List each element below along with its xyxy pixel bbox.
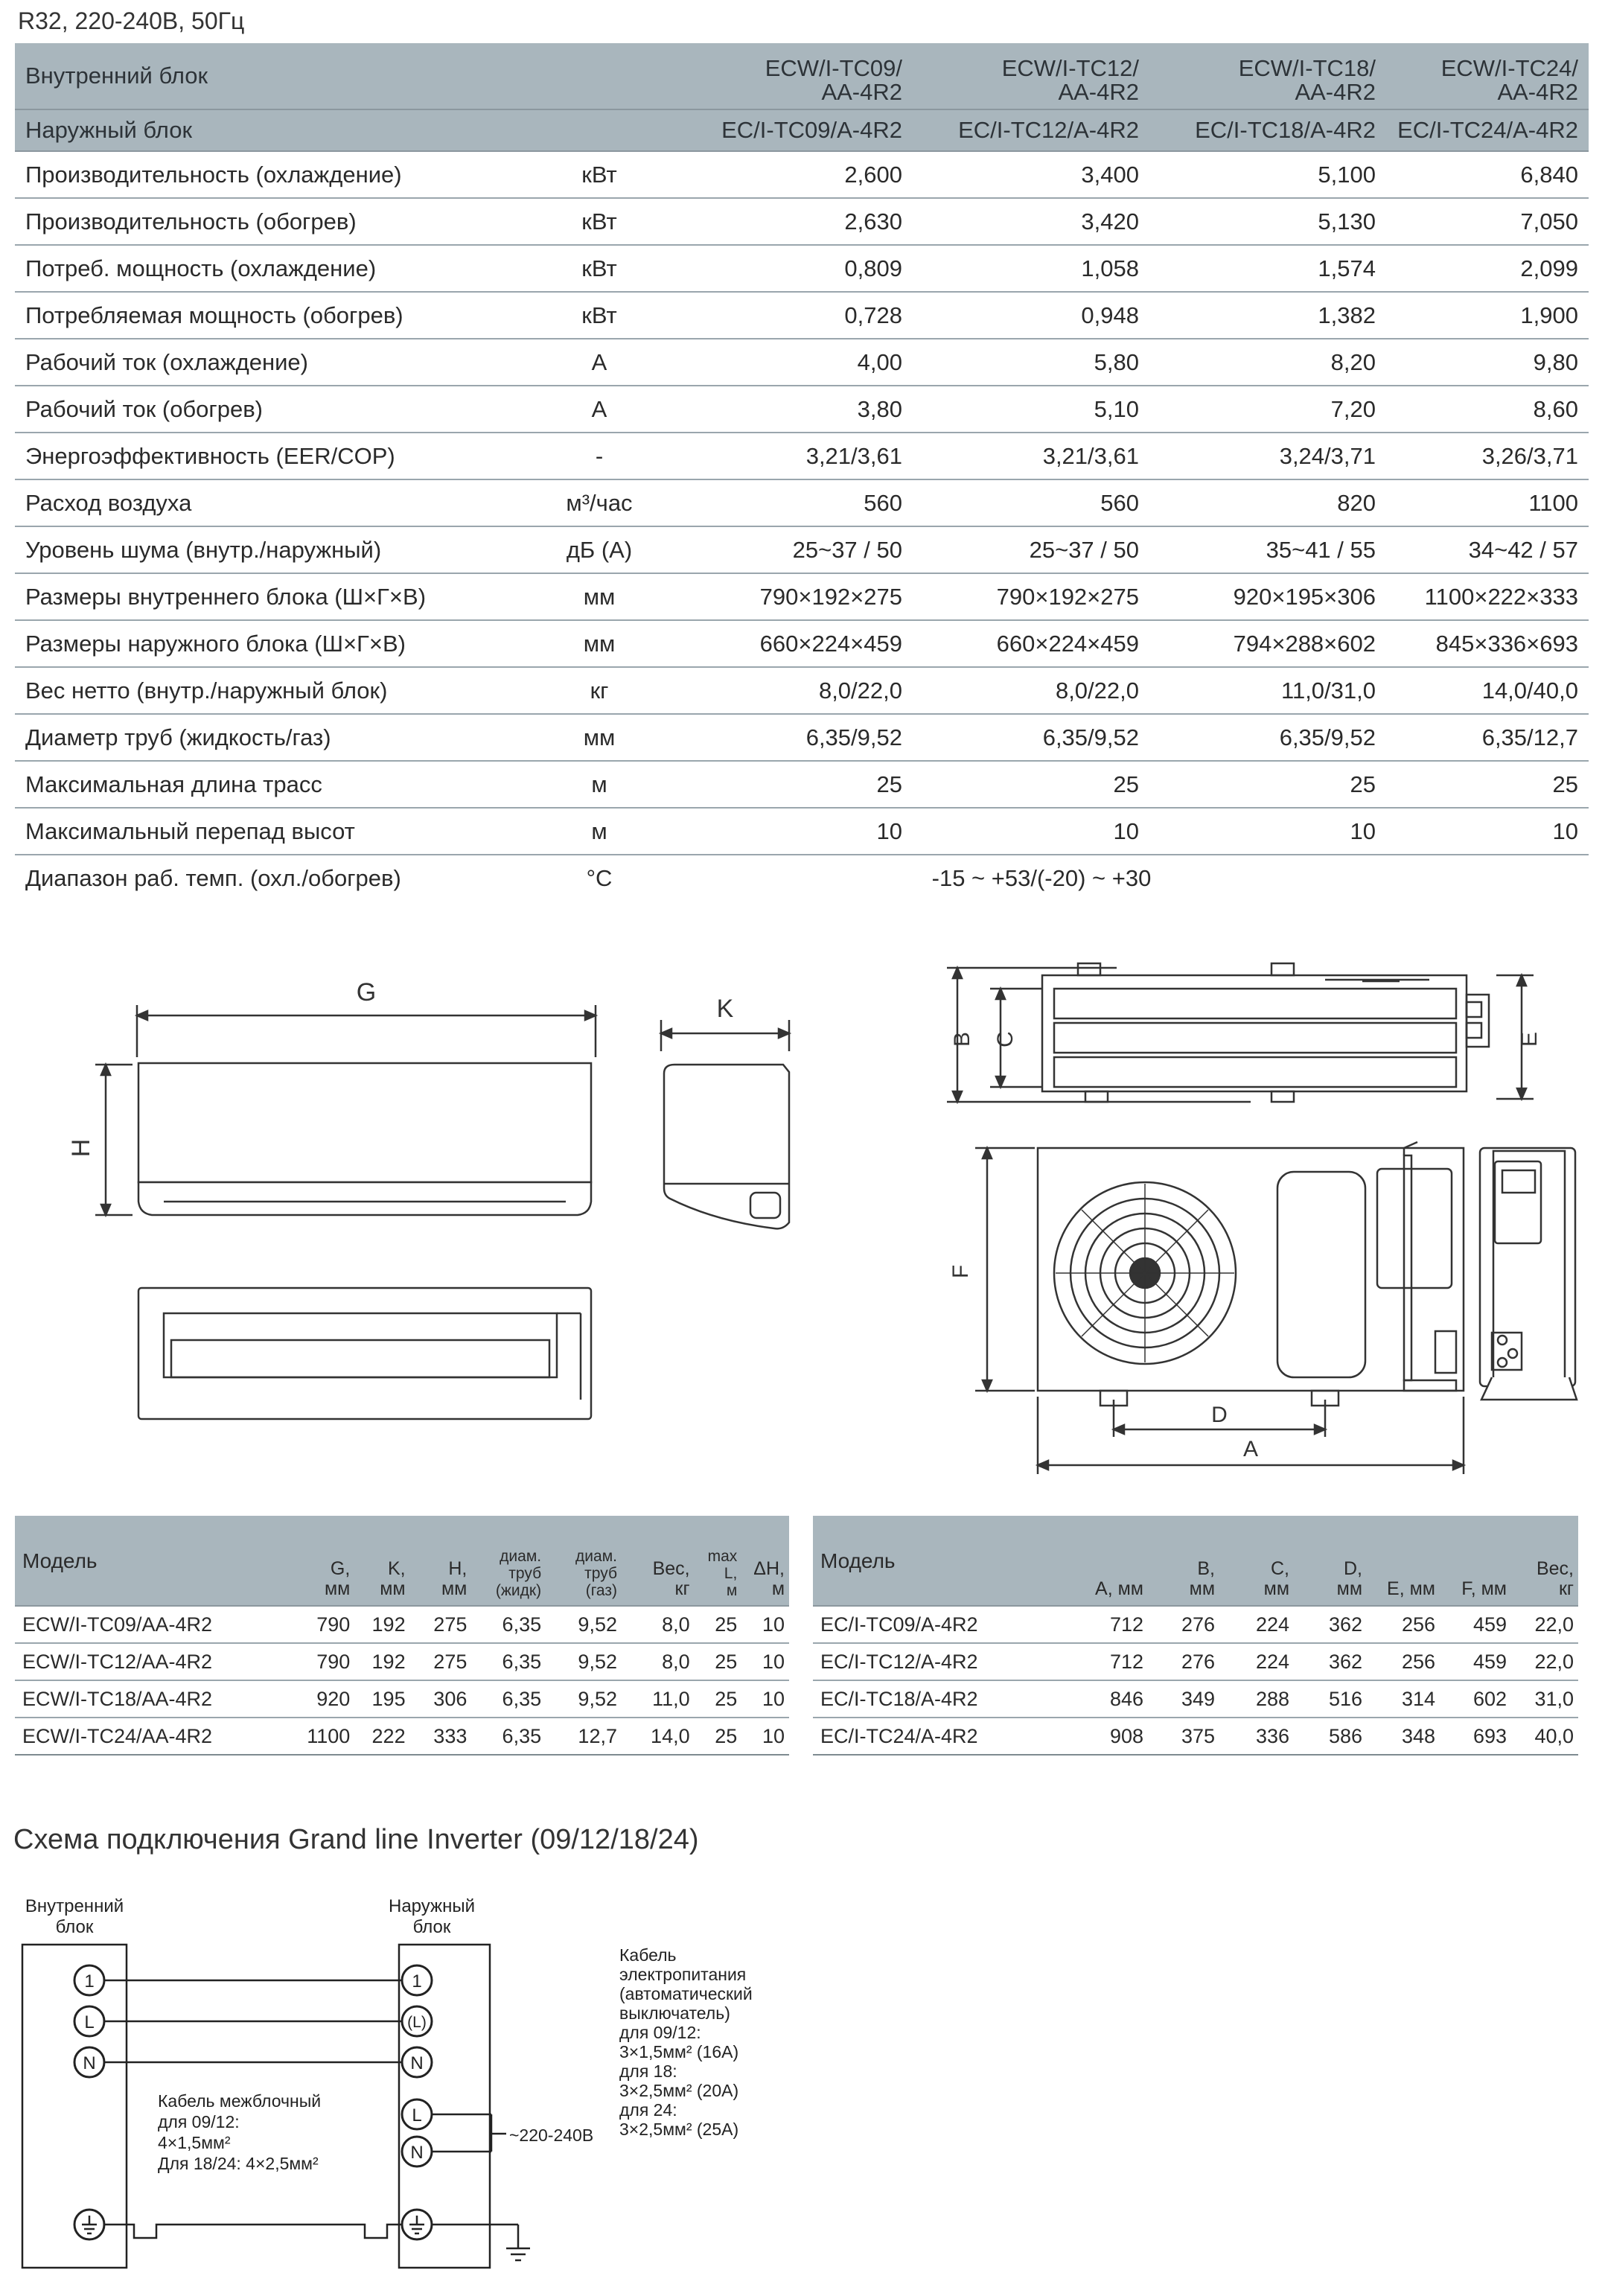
spec-value: 2,630 — [677, 198, 913, 245]
value-cell: 908 — [1036, 1718, 1148, 1755]
column-header: H, мм — [410, 1516, 472, 1606]
spec-value: 35~41 / 55 — [1149, 526, 1386, 573]
value-cell: 222 — [354, 1718, 409, 1755]
spec-value: 790×192×275 — [677, 573, 913, 620]
indoor-model-1: ECW/I-TC09/ AA-4R2 — [677, 43, 913, 109]
indoor-model-4: ECW/I-TC24/ AA-4R2 — [1386, 43, 1589, 109]
spec-unit: м — [521, 808, 677, 855]
column-header: ΔH, м — [741, 1516, 789, 1606]
value-cell: 459 — [1440, 1643, 1511, 1680]
table-row — [15, 1680, 789, 1718]
model-name-cell: ECW/I-TC12/AA-4R2 — [15, 1643, 284, 1680]
value-cell: 31,0 — [1511, 1680, 1578, 1718]
table-row — [813, 1643, 1578, 1680]
indoor-terminals — [74, 1965, 104, 2239]
indoor-block-label: Внутренний — [25, 1896, 124, 1916]
column-header: K, мм — [354, 1516, 409, 1606]
spec-value: 4,00 — [677, 339, 913, 386]
outdoor-model-1: EC/I-TC09/A-4R2 — [677, 109, 913, 151]
value-cell: 920 — [284, 1680, 355, 1718]
table-row — [15, 1718, 789, 1755]
spec-value: 660×224×459 — [677, 620, 913, 667]
value-cell: 10 — [741, 1680, 789, 1718]
spec-value: 8,60 — [1386, 386, 1589, 433]
spec-unit: кВт — [521, 151, 677, 198]
spec-value: 820 — [1149, 479, 1386, 526]
value-cell: 6,35 — [471, 1606, 546, 1643]
spec-param: Вес нетто (внутр./наружный блок) — [15, 667, 521, 714]
outdoor-model-3: EC/I-TC18/A-4R2 — [1149, 109, 1386, 151]
svg-text:для 09/12:: для 09/12: — [158, 2112, 240, 2131]
svg-text:3×2,5мм² (20А): 3×2,5мм² (20А) — [619, 2081, 739, 2100]
svg-text:блок: блок — [55, 1917, 94, 1937]
value-cell: 12,7 — [546, 1718, 622, 1755]
spec-value: 7,20 — [1149, 386, 1386, 433]
spec-row — [15, 761, 1589, 808]
spec-value: 8,0/22,0 — [677, 667, 913, 714]
value-cell: 276 — [1148, 1606, 1219, 1643]
value-cell: 459 — [1440, 1606, 1511, 1643]
indoor-model-2: ECW/I-TC12/ AA-4R2 — [913, 43, 1149, 109]
spec-value: 10 — [913, 808, 1149, 855]
supply-voltage-label: ~220-240В — [509, 2126, 594, 2145]
table-row — [15, 1643, 789, 1680]
table-row — [15, 1606, 789, 1643]
svg-text:для 18:: для 18: — [619, 2061, 677, 2081]
spec-value: 5,10 — [913, 386, 1149, 433]
dim-label-c: C — [993, 1031, 1018, 1047]
spec-row — [15, 245, 1589, 292]
value-cell: 693 — [1440, 1718, 1511, 1755]
spec-value: 1,574 — [1149, 245, 1386, 292]
value-cell: 224 — [1219, 1643, 1294, 1680]
spec-value: 0,728 — [677, 292, 913, 339]
spec-value: 3,21/3,61 — [677, 433, 913, 479]
value-cell: 224 — [1219, 1606, 1294, 1643]
spec-value: 25~37 / 50 — [677, 526, 913, 573]
svg-text:1: 1 — [84, 1971, 95, 1992]
spec-value: 845×336×693 — [1386, 620, 1589, 667]
table-row — [813, 1718, 1578, 1755]
spec-value: 6,35/9,52 — [1149, 714, 1386, 761]
model-name-cell: EC/I-TC24/A-4R2 — [813, 1718, 1036, 1755]
dim-label-g: G — [356, 978, 377, 1007]
svg-text:для 24:: для 24: — [619, 2100, 677, 2120]
spec-unit: А — [521, 386, 677, 433]
column-header: Модель — [15, 1516, 284, 1606]
value-cell: 586 — [1294, 1718, 1367, 1755]
spec-unit: м³/час — [521, 479, 677, 526]
spec-value: 1,382 — [1149, 292, 1386, 339]
spec-row — [15, 339, 1589, 386]
table-row — [813, 1606, 1578, 1643]
value-cell: 362 — [1294, 1643, 1367, 1680]
spec-unit: кВт — [521, 198, 677, 245]
value-cell: 11,0 — [622, 1680, 695, 1718]
value-cell: 25 — [695, 1680, 742, 1718]
spec-param: Размеры внутреннего блока (Ш×Г×В) — [15, 573, 521, 620]
spec-param: Уровень шума (внутр./наружный) — [15, 526, 521, 573]
spec-value: 790×192×275 — [913, 573, 1149, 620]
spec-value: 11,0/31,0 — [1149, 667, 1386, 714]
value-cell: 348 — [1367, 1718, 1440, 1755]
outdoor-model-row — [15, 109, 1589, 151]
column-header: диам. труб (жидк) — [471, 1516, 546, 1606]
spec-value: 6,35/9,52 — [913, 714, 1149, 761]
spec-value: 6,840 — [1386, 151, 1589, 198]
spec-row — [15, 292, 1589, 339]
value-cell: 790 — [284, 1643, 355, 1680]
spec-row — [15, 667, 1589, 714]
value-cell: 8,0 — [622, 1606, 695, 1643]
value-cell: 256 — [1367, 1643, 1440, 1680]
svg-text:N: N — [83, 2053, 96, 2073]
svg-text:Кабель межблочный: Кабель межблочный — [158, 2091, 322, 2111]
spec-row — [15, 198, 1589, 245]
spec-unit: кг — [521, 667, 677, 714]
spec-value: 25 — [1149, 761, 1386, 808]
value-cell: 25 — [695, 1718, 742, 1755]
spec-param: Производительность (охлаждение) — [15, 151, 521, 198]
spec-row — [15, 433, 1589, 479]
spec-value: 5,80 — [913, 339, 1149, 386]
spec-param: Максимальный перепад высот — [15, 808, 521, 855]
spec-value: 3,400 — [913, 151, 1149, 198]
spec-value: 2,099 — [1386, 245, 1589, 292]
outdoor-unit-label: Наружный блок — [15, 109, 521, 151]
spec-row — [15, 573, 1589, 620]
spec-value: 3,420 — [913, 198, 1149, 245]
wiring-diagram — [15, 1884, 834, 2278]
value-cell: 256 — [1367, 1606, 1440, 1643]
value-cell: 712 — [1036, 1643, 1148, 1680]
spec-param: Потребляемая мощность (обогрев) — [15, 292, 521, 339]
column-header: E, мм — [1367, 1516, 1440, 1606]
spec-value: 6,35/9,52 — [677, 714, 913, 761]
model-name-cell: ECW/I-TC18/AA-4R2 — [15, 1680, 284, 1718]
spec-value: 6,35/12,7 — [1386, 714, 1589, 761]
spec-value: 3,80 — [677, 386, 913, 433]
outdoor-model-4: EC/I-TC24/A-4R2 — [1386, 109, 1589, 151]
value-cell: 602 — [1440, 1680, 1511, 1718]
outdoor-unit-drawing — [878, 945, 1593, 1474]
svg-text:N: N — [410, 2053, 424, 2073]
column-header: Вес, кг — [1511, 1516, 1578, 1606]
model-name-cell: EC/I-TC12/A-4R2 — [813, 1643, 1036, 1680]
spec-row-temperature-range — [15, 855, 1589, 901]
indoor-model-table — [15, 1516, 789, 1756]
spec-value: 1,900 — [1386, 292, 1589, 339]
column-header: F, мм — [1440, 1516, 1511, 1606]
value-cell: 10 — [741, 1606, 789, 1643]
outdoor-model-2: EC/I-TC12/A-4R2 — [913, 109, 1149, 151]
value-cell: 288 — [1219, 1680, 1294, 1718]
value-cell: 9,52 — [546, 1606, 622, 1643]
model-name-cell: EC/I-TC18/A-4R2 — [813, 1680, 1036, 1718]
spec-param: Рабочий ток (охлаждение) — [15, 339, 521, 386]
table-row — [813, 1680, 1578, 1718]
spec-unit: мм — [521, 573, 677, 620]
value-cell: 22,0 — [1511, 1606, 1578, 1643]
column-header: max L, м — [695, 1516, 742, 1606]
spec-param: Потреб. мощность (охлаждение) — [15, 245, 521, 292]
value-cell: 276 — [1148, 1643, 1219, 1680]
spec-unit: дБ (А) — [521, 526, 677, 573]
spec-value: 25~37 / 50 — [913, 526, 1149, 573]
svg-text:1: 1 — [412, 1971, 422, 1992]
svg-text:блок: блок — [412, 1917, 451, 1937]
value-cell: 314 — [1367, 1680, 1440, 1718]
spec-unit: А — [521, 339, 677, 386]
indoor-model-row — [15, 43, 1589, 109]
spec-param: Размеры наружного блока (Ш×Г×В) — [15, 620, 521, 667]
spec-unit: кВт — [521, 245, 677, 292]
model-table-header — [813, 1516, 1578, 1606]
spec-value: 1100 — [1386, 479, 1589, 526]
spec-value: 14,0/40,0 — [1386, 667, 1589, 714]
spec-row — [15, 151, 1589, 198]
svg-text:Кабель: Кабель — [619, 1945, 677, 1965]
outdoor-model-table — [813, 1516, 1578, 1756]
svg-text:(автоматический: (автоматический — [619, 1984, 753, 2003]
spec-value: 2,600 — [677, 151, 913, 198]
svg-text:выключатель): выключатель) — [619, 2003, 730, 2023]
spec-value: 25 — [913, 761, 1149, 808]
dim-label-k: K — [716, 995, 734, 1023]
svg-text:3×2,5мм² (25А): 3×2,5мм² (25А) — [619, 2120, 739, 2139]
value-cell: 275 — [410, 1606, 472, 1643]
svg-text:N: N — [410, 2143, 424, 2163]
dim-label-d: D — [1211, 1403, 1228, 1427]
outdoor-terminals — [402, 1965, 432, 2239]
value-cell: 6,35 — [471, 1680, 546, 1718]
spec-unit: мм — [521, 620, 677, 667]
spec-row — [15, 714, 1589, 761]
value-cell: 40,0 — [1511, 1718, 1578, 1755]
spec-table — [15, 43, 1589, 901]
spec-value: 660×224×459 — [913, 620, 1149, 667]
svg-text:4×1,5мм²: 4×1,5мм² — [158, 2133, 231, 2152]
spec-value: 25 — [677, 761, 913, 808]
value-cell: 25 — [695, 1643, 742, 1680]
spec-value: 0,948 — [913, 292, 1149, 339]
spec-value: 25 — [1386, 761, 1589, 808]
spec-value: 8,0/22,0 — [913, 667, 1149, 714]
spec-param: Расход воздуха — [15, 479, 521, 526]
spec-value: -15 ~ +53/(-20) ~ +30 — [931, 864, 1152, 891]
dim-label-b: B — [950, 1031, 974, 1047]
spec-param: Производительность (обогрев) — [15, 198, 521, 245]
column-header: Вес, кг — [622, 1516, 695, 1606]
column-header: Модель — [813, 1516, 1036, 1606]
indoor-model-3: ECW/I-TC18/ AA-4R2 — [1149, 43, 1386, 109]
column-header: D, мм — [1294, 1516, 1367, 1606]
indoor-unit-drawing — [60, 953, 819, 1459]
spec-value: 7,050 — [1386, 198, 1589, 245]
value-cell: 516 — [1294, 1680, 1367, 1718]
spec-row — [15, 526, 1589, 573]
value-cell: 10 — [741, 1643, 789, 1680]
value-cell: 846 — [1036, 1680, 1148, 1718]
svg-text:для 09/12:: для 09/12: — [619, 2023, 701, 2042]
spec-unit: м — [521, 761, 677, 808]
value-cell: 25 — [695, 1606, 742, 1643]
page-header: R32, 220-240В, 50Гц — [18, 7, 245, 34]
value-cell: 6,35 — [471, 1643, 546, 1680]
spec-value: 5,130 — [1149, 198, 1386, 245]
value-cell: 14,0 — [622, 1718, 695, 1755]
dim-label-h: H — [67, 1138, 95, 1158]
spec-value: 8,20 — [1149, 339, 1386, 386]
svg-text:Для 18/24: 4×2,5мм²: Для 18/24: 4×2,5мм² — [158, 2154, 319, 2173]
spec-value: 9,80 — [1386, 339, 1589, 386]
svg-text:электропитания: электропитания — [619, 1965, 747, 1984]
svg-text:3×1,5мм² (16А): 3×1,5мм² (16А) — [619, 2042, 739, 2061]
spec-unit: мм — [521, 714, 677, 761]
value-cell: 192 — [354, 1643, 409, 1680]
power-cable-note — [619, 1945, 753, 2139]
value-cell: 362 — [1294, 1606, 1367, 1643]
spec-value: 560 — [677, 479, 913, 526]
spec-value: 794×288×602 — [1149, 620, 1386, 667]
value-cell: 275 — [410, 1643, 472, 1680]
model-name-cell: ECW/I-TC09/AA-4R2 — [15, 1606, 284, 1643]
spec-value: 34~42 / 57 — [1386, 526, 1589, 573]
value-cell: 10 — [741, 1718, 789, 1755]
column-header: C, мм — [1219, 1516, 1294, 1606]
spec-row — [15, 479, 1589, 526]
value-cell: 375 — [1148, 1718, 1219, 1755]
spec-param: Диаметр труб (жидкость/газ) — [15, 714, 521, 761]
value-cell: 9,52 — [546, 1643, 622, 1680]
outdoor-block-label: Наружный — [389, 1896, 475, 1916]
svg-text:L: L — [412, 2105, 422, 2126]
value-cell: 195 — [354, 1680, 409, 1718]
wiring-title: Схема подключения Grand line Inverter (09/12/18/24) — [13, 1824, 699, 1855]
column-header: G, мм — [284, 1516, 355, 1606]
value-cell: 22,0 — [1511, 1643, 1578, 1680]
value-cell: 8,0 — [622, 1643, 695, 1680]
svg-text:(L): (L) — [407, 2014, 427, 2031]
spec-value: 920×195×306 — [1149, 573, 1386, 620]
spec-value: 560 — [913, 479, 1149, 526]
value-cell: 333 — [410, 1718, 472, 1755]
spec-row — [15, 386, 1589, 433]
value-cell: 790 — [284, 1606, 355, 1643]
interconnect-cable-note — [158, 2091, 321, 2173]
spec-param: Диапазон раб. темп. (охл./обогрев) — [25, 864, 401, 891]
dim-label-a: A — [1242, 1437, 1259, 1461]
value-cell: 336 — [1219, 1718, 1294, 1755]
spec-value: 1,058 — [913, 245, 1149, 292]
model-table-header — [15, 1516, 789, 1606]
spec-value: 3,26/3,71 — [1386, 433, 1589, 479]
value-cell: 6,35 — [471, 1718, 546, 1755]
spec-row — [15, 808, 1589, 855]
model-name-cell: ECW/I-TC24/AA-4R2 — [15, 1718, 284, 1755]
column-header: B, мм — [1148, 1516, 1219, 1606]
spec-value: 10 — [1386, 808, 1589, 855]
spec-param: Рабочий ток (обогрев) — [15, 386, 521, 433]
spec-param: Максимальная длина трасс — [15, 761, 521, 808]
model-name-cell: EC/I-TC09/A-4R2 — [813, 1606, 1036, 1643]
spec-value: 1100×222×333 — [1386, 573, 1589, 620]
svg-text:L: L — [84, 2012, 95, 2032]
value-cell: 306 — [410, 1680, 472, 1718]
spec-unit: кВт — [521, 292, 677, 339]
spec-unit: - — [521, 433, 677, 479]
spec-value: 0,809 — [677, 245, 913, 292]
value-cell: 1100 — [284, 1718, 355, 1755]
spec-value: 10 — [677, 808, 913, 855]
spec-value: 10 — [1149, 808, 1386, 855]
spec-value: 3,21/3,61 — [913, 433, 1149, 479]
dim-label-e: E — [1517, 1031, 1542, 1047]
spec-param: Энергоэффективность (EER/COP) — [15, 433, 521, 479]
column-header: диам. труб (газ) — [546, 1516, 622, 1606]
value-cell: 712 — [1036, 1606, 1148, 1643]
spec-value: 5,100 — [1149, 151, 1386, 198]
value-cell: 349 — [1148, 1680, 1219, 1718]
value-cell: 9,52 — [546, 1680, 622, 1718]
spec-unit: °C — [586, 864, 613, 891]
column-header: A, мм — [1036, 1516, 1148, 1606]
value-cell: 192 — [354, 1606, 409, 1643]
spec-row — [15, 620, 1589, 667]
indoor-unit-label: Внутренний блок — [15, 43, 521, 109]
dim-label-f: F — [948, 1264, 973, 1279]
spec-value: 3,24/3,71 — [1149, 433, 1386, 479]
